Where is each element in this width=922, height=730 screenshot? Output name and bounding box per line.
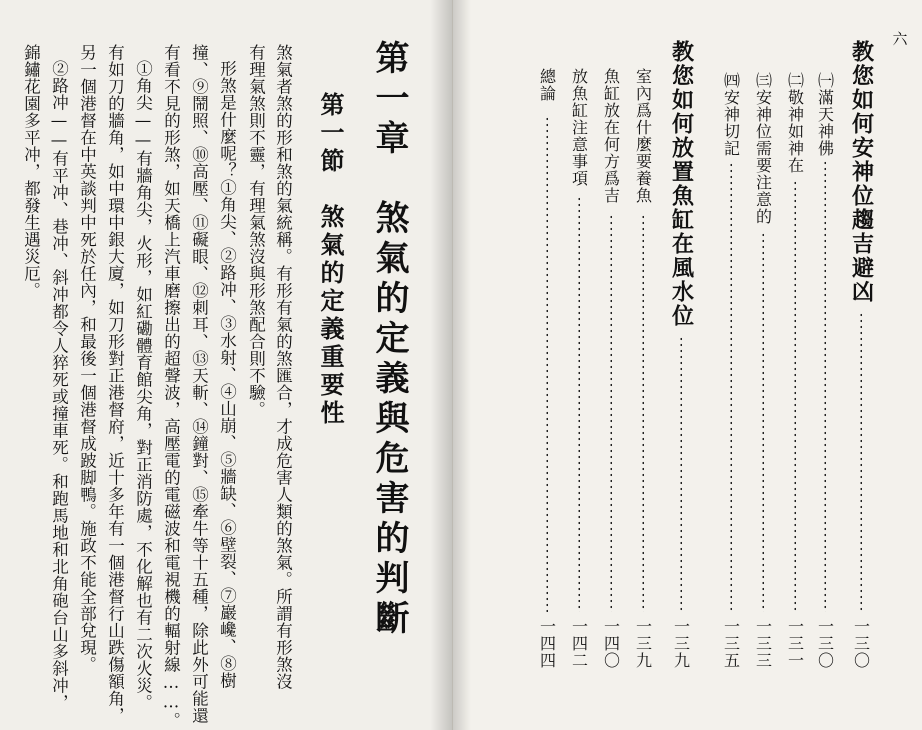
body-column-10: 錦鏽花園多平冲，都發生遇災厄。 bbox=[21, 44, 41, 299]
toc-entry-page: 一三〇 bbox=[851, 618, 871, 669]
toc-entry-title: 總論 bbox=[537, 68, 557, 102]
toc-entry-title: 教您如何安神位趨吉避凶 bbox=[848, 40, 875, 304]
toc-entry-page: 一三〇 bbox=[815, 618, 835, 669]
body-column-3: 形煞是什麼呢？①角尖、②路冲、③水射、④山崩、⑤牆缺、⑥壁裂、⑦巖巉、⑧樹 bbox=[217, 60, 237, 689]
toc-leader-dots bbox=[730, 162, 732, 612]
toc-leader-dots bbox=[578, 196, 580, 612]
page-number: 六 bbox=[892, 30, 908, 48]
toc-entry-page: 一四〇 bbox=[601, 618, 621, 669]
toc-entry-page: 一四二 bbox=[569, 618, 589, 669]
toc-leader-dots bbox=[642, 214, 644, 612]
section-title: 第一節 煞氣的定義重要性 bbox=[316, 92, 345, 428]
toc-entry-page: 一三九 bbox=[671, 618, 691, 669]
toc-leader-dots bbox=[762, 232, 764, 612]
right-page bbox=[453, 0, 922, 730]
body-column-2: 有理氣煞則不靈，有理氣煞沒與形煞配合則不驗。 bbox=[246, 44, 266, 418]
toc-entry-title: 室內爲什麼要養魚 bbox=[633, 68, 653, 204]
toc-entry-page: 一四四 bbox=[537, 618, 557, 669]
toc-leader-dots bbox=[680, 336, 682, 612]
body-column-5: 有看不見的形煞，如天橋上汽車磨擦出的超聲波，高壓電的電磁波和電視機的輻射線……。 bbox=[161, 44, 181, 729]
toc-entry-title: ㈢安神位需要注意的 bbox=[753, 72, 773, 225]
toc-leader-dots bbox=[610, 214, 612, 612]
toc-entry-title: 魚缸放在何方爲吉 bbox=[601, 68, 621, 204]
toc-entry-title: ㈠滿天神佛 bbox=[815, 72, 835, 157]
toc-entry-title: ㈡敬神如神在 bbox=[785, 72, 805, 174]
gutter-shadow bbox=[430, 0, 452, 730]
body-column-4: 撞、⑨鬧照、⑩高壓、⑪礙眼、⑫刺耳、⑬天斬、⑭鐘對、⑮牽牛等十五種，除此外可能還 bbox=[189, 44, 209, 724]
toc-leader-dots bbox=[860, 312, 862, 612]
toc-entry-title: 教您如何放置魚缸在風水位 bbox=[668, 40, 695, 328]
toc-entry-page: 一三一 bbox=[785, 618, 805, 669]
toc-entry-title: ㈣安神切記 bbox=[721, 72, 741, 157]
left-page bbox=[0, 0, 453, 730]
toc-entry-title: 放魚缸注意事項 bbox=[569, 68, 589, 187]
body-column-6: ①角尖——有牆角尖，火形，如紅磡體育館尖角，對正消防處，不化解也有二次火災。 bbox=[133, 60, 153, 711]
toc-leader-dots bbox=[824, 160, 826, 612]
body-column-9: ②路冲——有平冲、巷冲、斜冲都令人猝死或撞車死。和跑馬地和北角砲台山多斜冲， bbox=[49, 60, 69, 711]
toc-entry-page: 一三九 bbox=[633, 618, 653, 669]
toc-leader-dots bbox=[794, 180, 796, 612]
body-column-8: 另一個港督在中英談判中死於任內，和最後一個港督成跛脚鴨。施政不能全部兌現。 bbox=[77, 44, 97, 673]
chapter-title: 第一章 煞氣的定義與危害的判斷 bbox=[369, 40, 409, 640]
gutter-shadow bbox=[453, 0, 471, 730]
body-column-7: 有如刀的牆角，如中環中銀大廈，如刀形對正港督府，近十多年有一個港督行山跌傷額角， bbox=[105, 44, 125, 724]
toc-entry-page: 一三三 bbox=[753, 618, 773, 669]
toc-entry-page: 一三五 bbox=[721, 618, 741, 669]
toc-leader-dots bbox=[546, 116, 548, 612]
body-column-1: 煞氣者煞的形和煞的氣統稱。有形有氣的煞匯合，才成危害人類的煞氣。所謂有形煞沒 bbox=[273, 44, 293, 690]
